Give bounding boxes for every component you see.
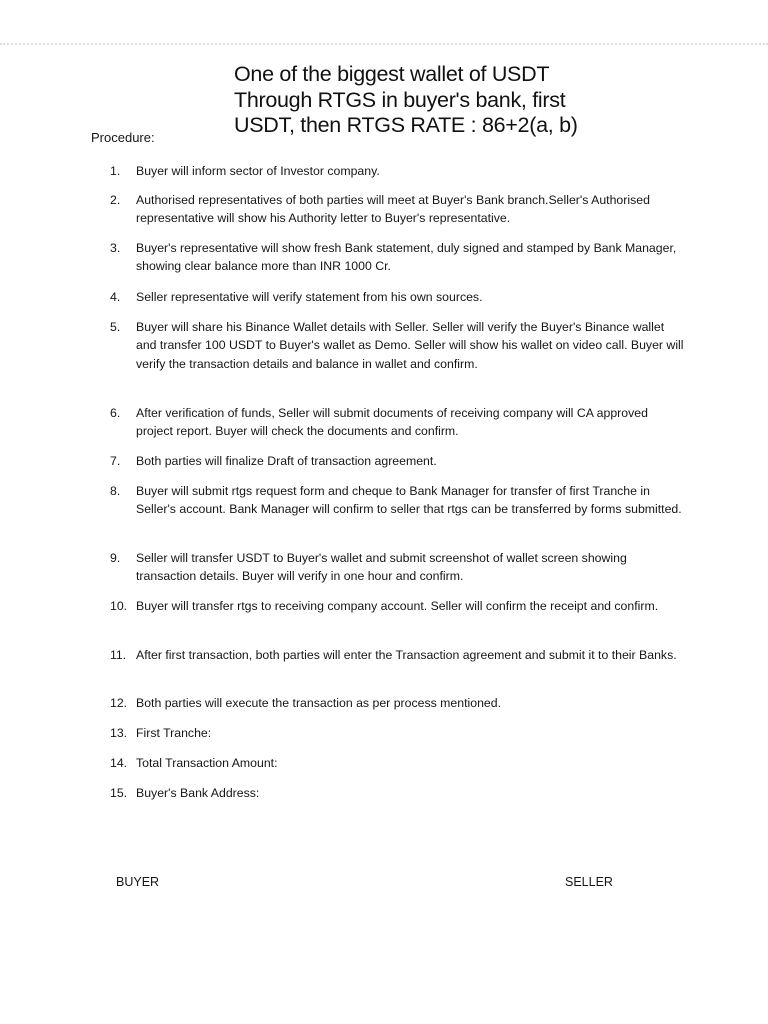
step-number: 12. <box>110 696 128 710</box>
procedure-step-13 <box>110 724 690 742</box>
procedure-step-8 <box>110 482 690 519</box>
procedure-heading: Procedure: <box>91 130 155 145</box>
step-number: 9. <box>110 551 121 565</box>
procedure-step-14 <box>110 754 690 772</box>
step-text: First Tranche: <box>136 726 212 740</box>
step-number: 15. <box>110 786 128 800</box>
step-text: Buyer will inform sector of Investor company. <box>136 164 380 178</box>
step-text: Seller representative will verify statement from his own sources. <box>136 290 483 304</box>
step-text: Both parties will execute the transaction as per process mentioned. <box>136 696 502 710</box>
procedure-step-15 <box>110 784 690 802</box>
title-line-1: One of the biggest wallet of USDT <box>234 62 550 86</box>
buyer-signature-label: BUYER <box>116 875 160 889</box>
step-text: After verification of funds, Seller will submit documents of receiving company will CA approved project report. Buyer will check the documents and confirm. <box>136 406 648 439</box>
procedure-step-12 <box>110 694 690 712</box>
document-title <box>234 62 714 139</box>
step-number: 1. <box>110 164 121 178</box>
procedure-step-6 <box>110 404 690 441</box>
procedure-step-11 <box>110 646 690 664</box>
procedure-step-5 <box>110 318 690 373</box>
step-number: 7. <box>110 454 121 468</box>
procedure-step-7 <box>110 452 690 470</box>
procedure-step-9 <box>110 549 690 586</box>
step-number: 2. <box>110 193 121 207</box>
step-number: 3. <box>110 241 121 255</box>
step-number: 13. <box>110 726 128 740</box>
step-text: Seller will transfer USDT to Buyer's wallet and submit screenshot of wallet screen showing transaction details. Buyer will verify in one hour and confirm. <box>136 551 627 584</box>
step-text: Buyer's Bank Address: <box>136 786 260 800</box>
procedure-step-2 <box>110 191 690 228</box>
seller-signature-label: SELLER <box>565 875 613 889</box>
step-number: 8. <box>110 484 121 498</box>
step-text: Buyer will transfer rtgs to receiving company account. Seller will confirm the receipt and confirm. <box>136 599 659 613</box>
step-number: 10. <box>110 599 128 613</box>
step-number: 4. <box>110 290 121 304</box>
top-dotted-rule <box>0 43 768 45</box>
step-number: 14. <box>110 756 128 770</box>
step-number: 11. <box>110 648 127 662</box>
step-text: Both parties will finalize Draft of transaction agreement. <box>136 454 437 468</box>
procedure-step-10 <box>110 597 690 615</box>
step-text: Buyer's representative will show fresh Bank statement, duly signed and stamped by Bank Manager, showing clear balance more than INR 1000 Cr. <box>136 241 677 274</box>
procedure-step-3 <box>110 239 690 276</box>
step-number: 5. <box>110 320 121 334</box>
procedure-step-4 <box>110 288 690 306</box>
procedure-step-1 <box>110 162 690 180</box>
step-text: Buyer will submit rtgs request form and cheque to Bank Manager for transfer of first Tranche in Seller's account. Bank Manager will confirm to seller that rtgs can be transferred by forms submitted. <box>136 484 682 517</box>
step-text: After first transaction, both parties will enter the Transaction agreement and submit it to their Banks. <box>136 648 677 662</box>
step-number: 6. <box>110 406 121 420</box>
step-text: Authorised representatives of both parties will meet at Buyer's Bank branch.Seller's Authorised representative will show his Authority letter to Buyer's representative. <box>136 193 650 226</box>
title-line-3: USDT, then RTGS RATE : 86+2(a, b) <box>234 113 578 137</box>
step-text: Total Transaction Amount: <box>136 756 278 770</box>
title-line-2: Through RTGS in buyer's bank, first <box>234 87 566 112</box>
step-text: Buyer will share his Binance Wallet details with Seller. Seller will verify the Buyer's Binance wallet and transfer 100 USDT to Buyer's wallet as Demo. Seller will show his wallet on video call. Buyer will verify the transaction details and balance in wallet and confirm. <box>136 320 684 371</box>
